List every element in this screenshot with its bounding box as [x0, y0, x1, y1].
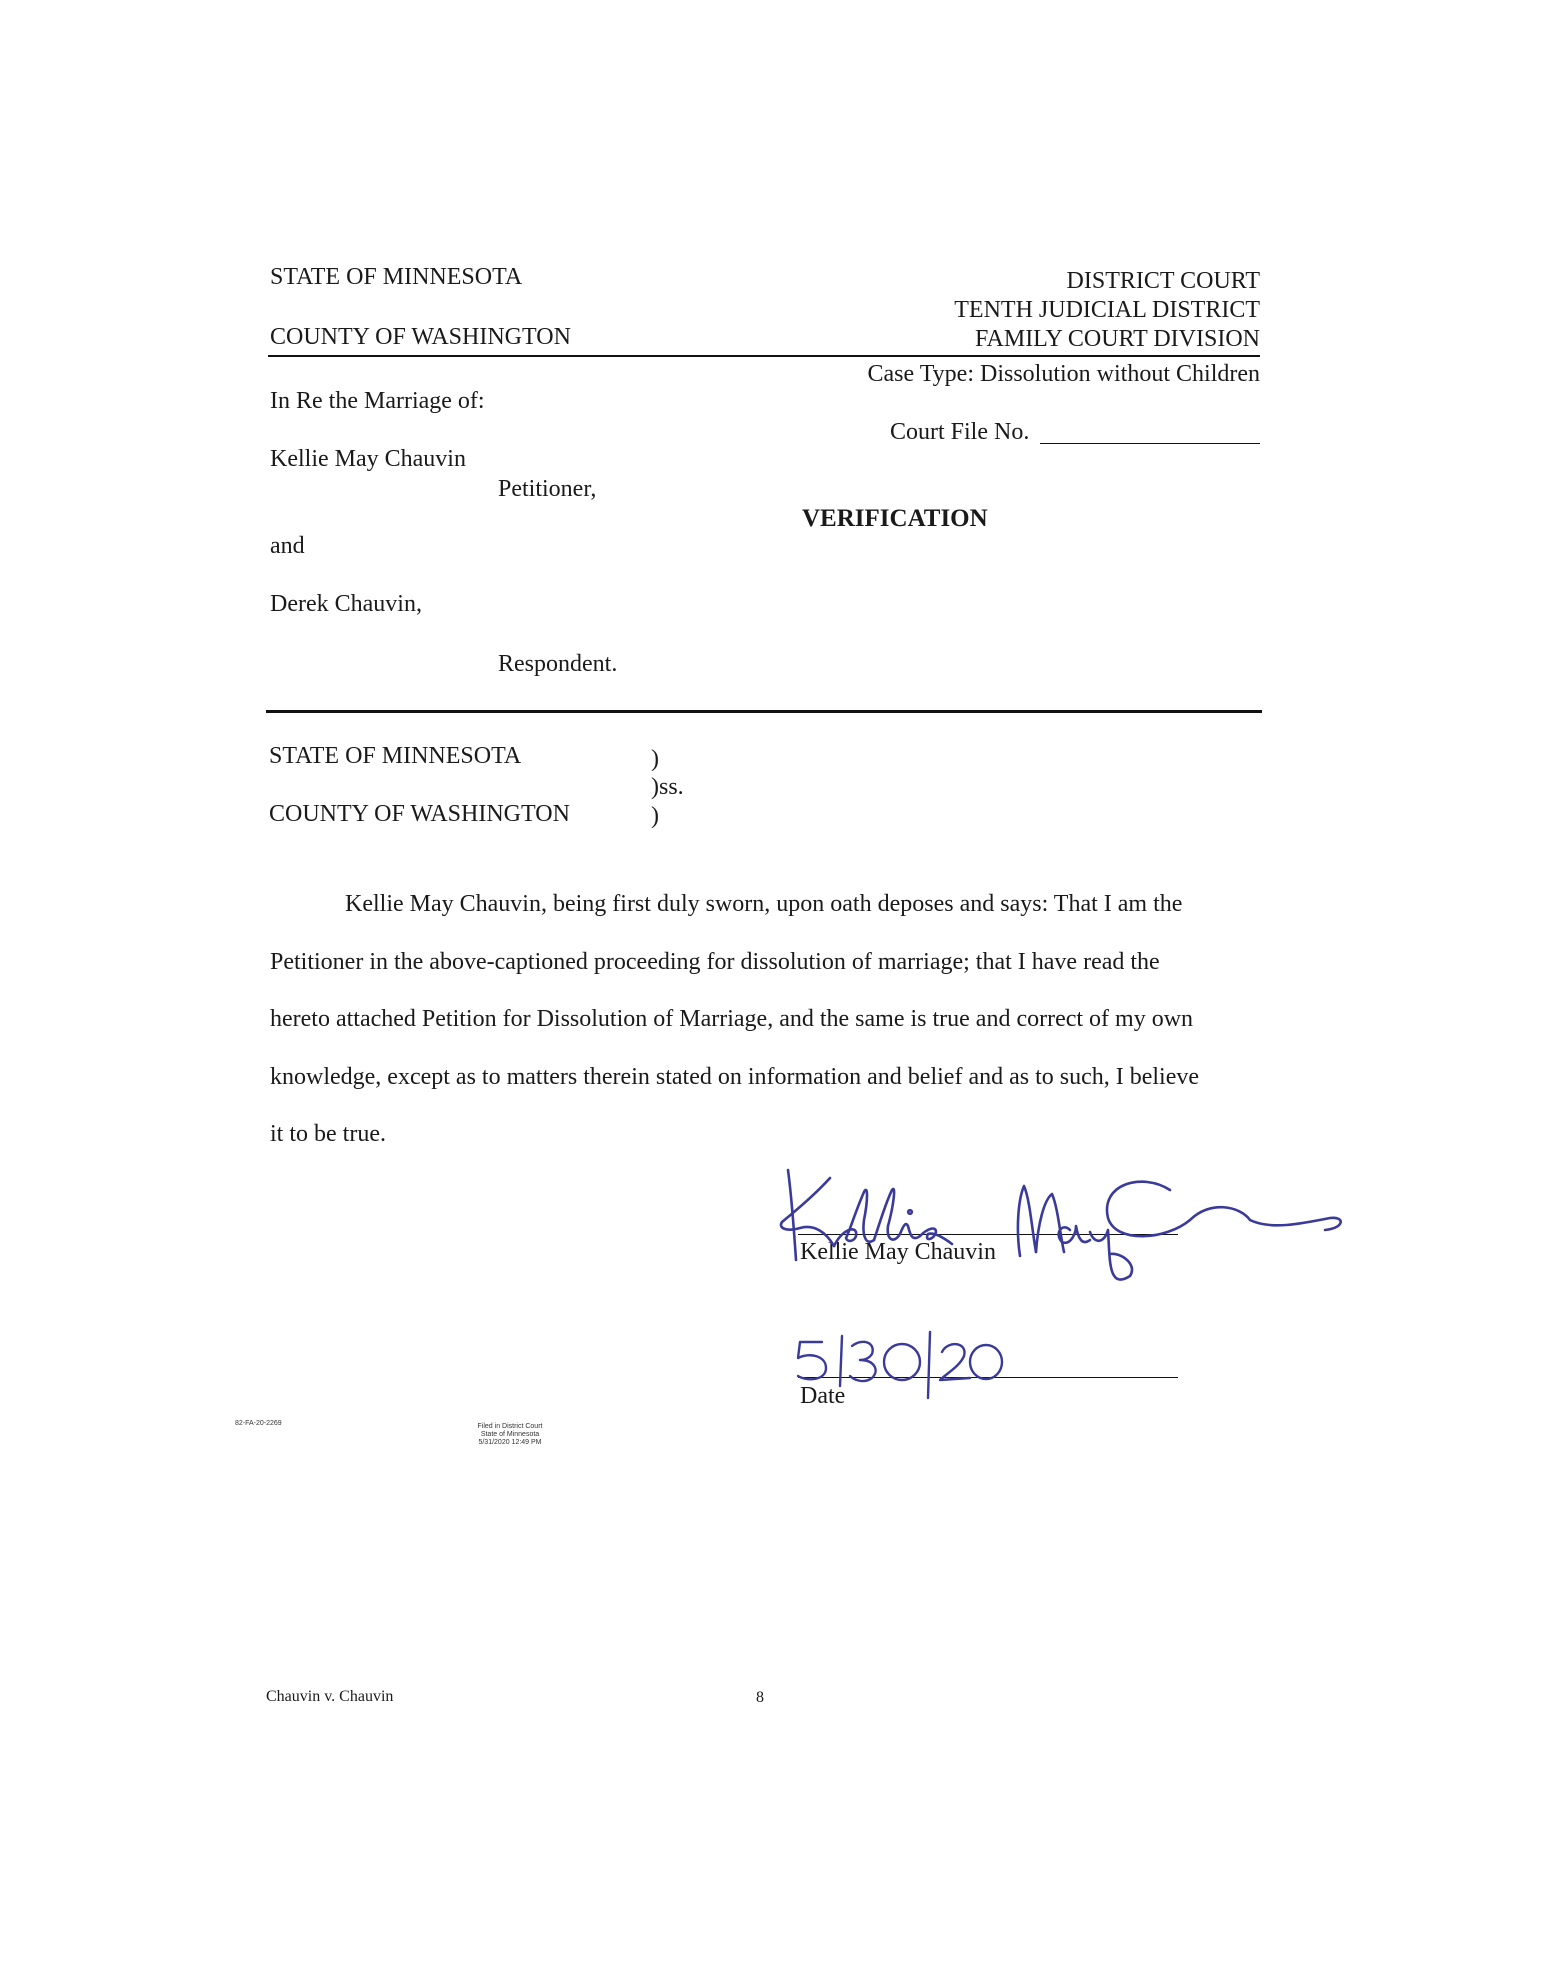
court-name: DISTRICT COURT [1066, 268, 1260, 294]
respondent-name: Derek Chauvin, [270, 591, 422, 617]
filed-stamp-line-2: State of Minnesota [480, 1431, 540, 1439]
county-heading: COUNTY OF WASHINGTON [270, 324, 571, 350]
filed-stamp [470, 1423, 550, 1447]
venue-state: STATE OF MINNESOTA [269, 743, 522, 769]
court-file-blank [1040, 443, 1260, 444]
venue-ss: )ss. [651, 774, 684, 800]
venue-paren-bottom: ) [651, 803, 659, 829]
filed-stamp-line-3: 5/31/2020 12:49 PM [478, 1439, 542, 1447]
page-number: 8 [756, 1689, 764, 1706]
handwritten-date-icon [790, 1330, 1000, 1400]
handwritten-signature-icon [770, 1160, 1350, 1300]
body-line-2: Petitioner in the above-captioned proceeding for dissolution of marriage; that I have read the [270, 949, 1160, 975]
case-number-stamp: 82-FA-20-2269 [235, 1420, 282, 1427]
body-line-3: hereto attached Petition for Dissolution of Marriage, and the same is true and correct of my own [270, 1006, 1194, 1032]
state-heading: STATE OF MINNESOTA [270, 264, 523, 290]
filed-stamp-line-1: Filed in District Court [477, 1423, 543, 1430]
footer-caption: Chauvin v. Chauvin [266, 1688, 394, 1705]
body-line-4: knowledge, except as to matters therein stated on information and belief and as to such, I believe [270, 1064, 1200, 1090]
conjunction-and: and [270, 533, 305, 559]
venue-paren-top: ) [651, 746, 659, 772]
court-division: FAMILY COURT DIVISION [974, 326, 1260, 352]
caption-rule-top [268, 355, 1260, 357]
case-type: Case Type: Dissolution without Children [867, 361, 1260, 387]
petitioner-name: Kellie May Chauvin [270, 446, 466, 472]
petitioner-role: Petitioner, [498, 476, 597, 502]
body-line-1: Kellie May Chauvin, being first duly sworn, upon oath deposes and says: That I am the [345, 891, 1183, 917]
signer-name: Kellie May Chauvin [800, 1239, 996, 1265]
date-label: Date [800, 1383, 846, 1409]
venue-county: COUNTY OF WASHINGTON [269, 801, 570, 827]
in-re-label: In Re the Marriage of: [270, 388, 485, 414]
caption-rule-bottom [266, 710, 1262, 713]
body-line-5: it to be true. [270, 1121, 386, 1147]
respondent-role: Respondent. [498, 651, 618, 677]
document-title: VERIFICATION [802, 505, 988, 532]
judicial-district: TENTH JUDICIAL DISTRICT [954, 297, 1260, 323]
court-file-label: Court File No. [890, 419, 1030, 445]
